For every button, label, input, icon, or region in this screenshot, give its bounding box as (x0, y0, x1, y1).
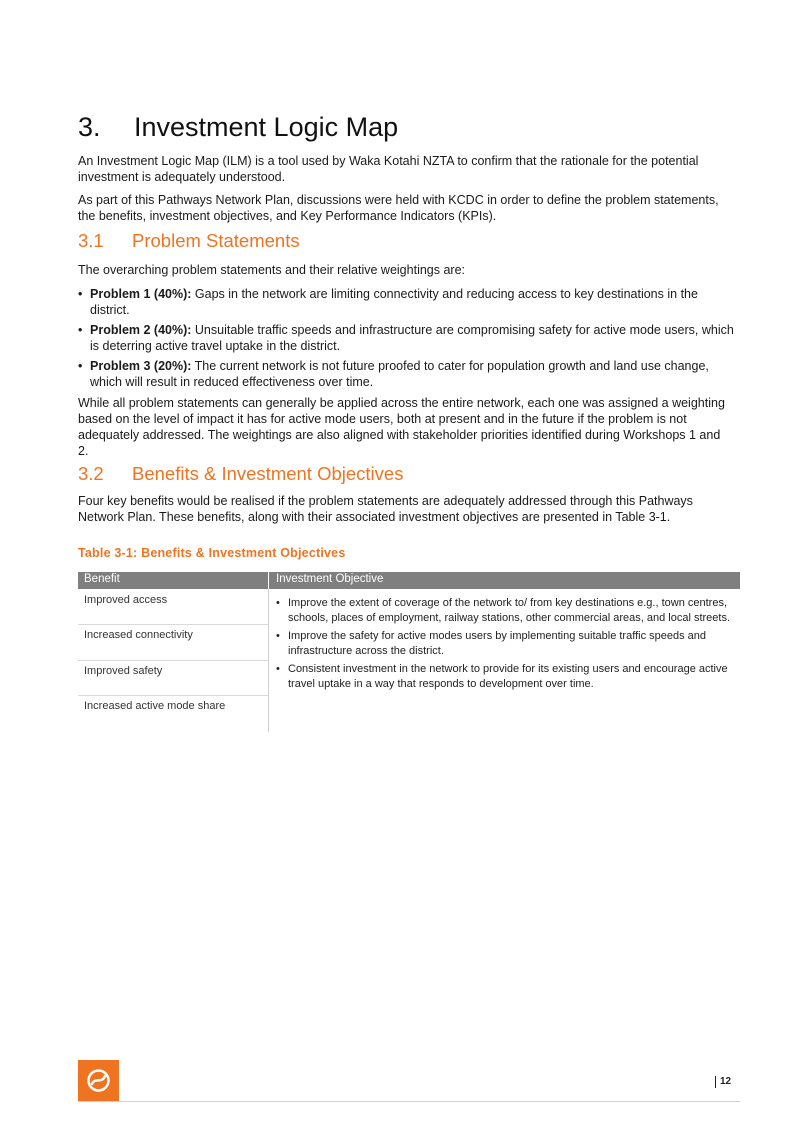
list-item (78, 322, 734, 354)
table-cell-benefit: Increased active mode share (84, 700, 226, 712)
header-divider (268, 572, 269, 589)
subsection-title: Benefits & Investment Objectives (132, 463, 404, 484)
intro-paragraph-2: As part of this Pathways Network Plan, discussions were held with KCDC in order to define the problem statements, the benefits, investment objectives, and Key Performance Indicators (KPIs). (78, 193, 719, 223)
table-cell-benefit: Improved safety (84, 665, 163, 677)
list-item: • Consistent investment in the network to provide for its existing users and encourage active travel uptake in a way that responds to development over time. (276, 662, 736, 692)
problem-text: Unsuitable traffic speeds and infrastructure are compromising safety for active mode users, which is deterring active travel uptake in the district. (90, 323, 734, 353)
problem-text: Gaps in the network are limiting connectivity and reducing access to key destinations in the district. (90, 287, 698, 317)
intro-paragraph-1: An Investment Logic Map (ILM) is a tool used by Waka Kotahi NZTA to confirm that the rationale for the potential investment is adequately understood. (78, 154, 699, 184)
row-divider (78, 695, 268, 696)
subsection-title: Problem Statements (132, 230, 300, 251)
problem-label: Problem 3 (20%): (90, 359, 192, 373)
list-item (78, 286, 734, 318)
section-heading (78, 112, 398, 143)
benefits-lead: Four key benefits would be realised if the problem statements are adequately addressed through this Pathways Network Plan. These benefits, along with their associated investment objectives are presented in Table 3-1. (78, 494, 693, 524)
objective-list (276, 596, 736, 695)
benefits-table (78, 572, 740, 732)
list-item: • Improve the extent of coverage of the network to/ from key destinations e.g., town centres, schools, places of employment, railway stations, other commercial areas, and local streets. (276, 596, 736, 626)
list-item (78, 358, 734, 390)
problem-text: The current network is not future proofed to cater for population growth and land use change, which will result in reduced effectiveness over time. (90, 359, 709, 389)
problem-list (78, 286, 734, 394)
problem-label: Problem 2 (40%): (90, 323, 192, 337)
list-item: • Improve the safety for active modes users by implementing suitable traffic speeds and infrastructure across the district. (276, 629, 736, 659)
row-divider (78, 660, 268, 661)
section-number: 3. (78, 112, 101, 142)
subsection-number: 3.1 (78, 230, 104, 251)
subsection-heading-benefits (78, 463, 403, 485)
section-title: Investment Logic Map (134, 112, 399, 142)
table-caption: Table 3-1: Benefits & Investment Objectives (78, 546, 346, 560)
problem-closing-paragraph: While all problem statements can generally be applied across the entire network, each one was assigned a weighting based on the level of impact it has for active mode users, both at present and in the future if the problem is not adequately addressed. The weightings are also aligned with stakeholder priorities identified during Workshops 1 and 2. (78, 396, 725, 458)
company-logo-icon (78, 1060, 119, 1101)
page-number: 12 (715, 1076, 731, 1088)
column-header-objective: Investment Objective (276, 573, 384, 585)
table-cell-benefit: Increased connectivity (84, 629, 193, 641)
problem-lead: The overarching problem statements and their relative weightings are: (78, 263, 466, 277)
footer-divider (78, 1101, 740, 1102)
table-cell-benefit: Improved access (84, 594, 168, 606)
subsection-heading-problem-statements (78, 230, 300, 252)
row-divider (78, 624, 268, 625)
logo-mark-icon (78, 1060, 119, 1101)
table-header-row (78, 572, 740, 589)
subsection-number: 3.2 (78, 463, 104, 484)
column-divider (268, 589, 269, 732)
column-header-benefit: Benefit (84, 573, 120, 585)
problem-label: Problem 1 (40%): (90, 287, 192, 301)
